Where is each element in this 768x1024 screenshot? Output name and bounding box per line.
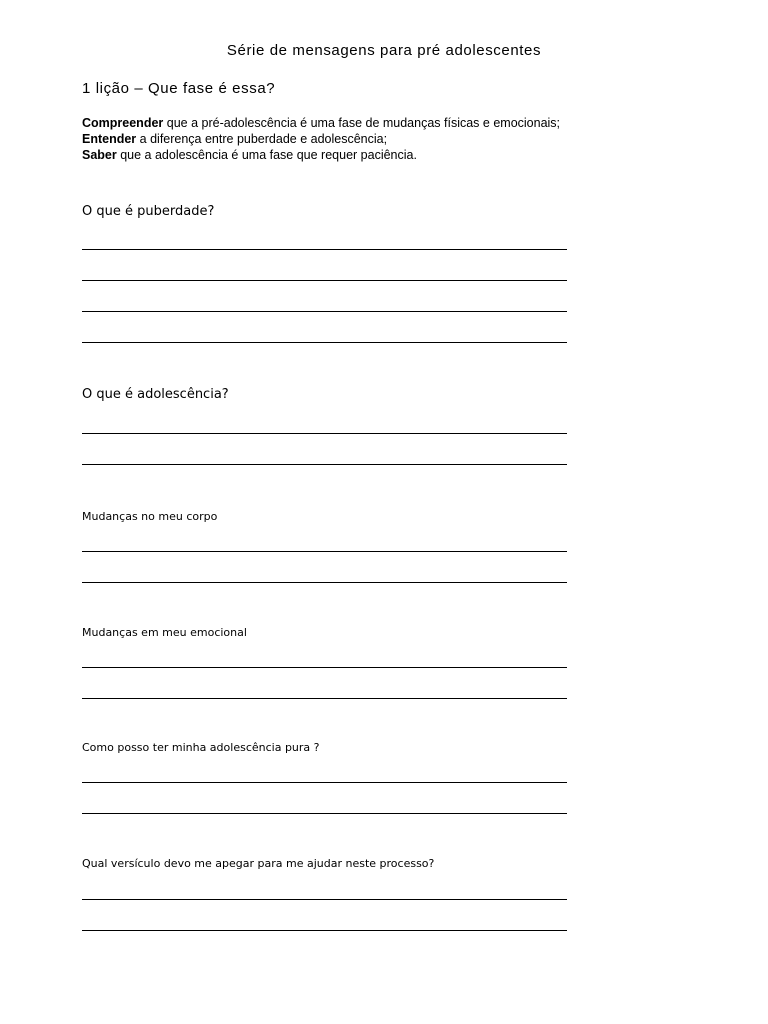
lesson-title: 1 lição – Que fase é essa? <box>82 80 276 97</box>
answer-line[interactable] <box>82 782 567 783</box>
goal-text: que a pré-adolescência é uma fase de mudanças físicas e emocionais; <box>163 116 561 130</box>
learning-goals <box>82 115 560 163</box>
answer-line[interactable] <box>82 342 567 343</box>
goal-item <box>82 147 560 163</box>
goal-verb: Entender <box>82 132 137 146</box>
question-versiculo: Qual versículo devo me apegar para me ajudar neste processo? <box>82 857 435 870</box>
answer-line[interactable] <box>82 582 567 583</box>
question-mudancas-corpo: Mudanças no meu corpo <box>82 510 218 523</box>
answer-line[interactable] <box>82 813 567 814</box>
goal-item <box>82 131 560 147</box>
page-title: Série de mensagens para pré adolescentes <box>226 42 542 59</box>
goal-item <box>82 115 560 131</box>
answer-line[interactable] <box>82 311 567 312</box>
answer-line[interactable] <box>82 280 567 281</box>
question-mudancas-emocional: Mudanças em meu emocional <box>82 626 247 639</box>
goal-text: a diferença entre puberdade e adolescência; <box>136 132 388 146</box>
goal-verb: Compreender <box>82 116 164 130</box>
answer-line[interactable] <box>82 464 567 465</box>
answer-line[interactable] <box>82 249 567 250</box>
question-adolescencia-pura: Como posso ter minha adolescência pura ? <box>82 741 320 754</box>
answer-line[interactable] <box>82 930 567 931</box>
answer-line[interactable] <box>82 667 567 668</box>
answer-line[interactable] <box>82 899 567 900</box>
answer-line[interactable] <box>82 698 567 699</box>
goal-verb: Saber <box>82 148 117 162</box>
answer-line[interactable] <box>82 551 567 552</box>
answer-line[interactable] <box>82 433 567 434</box>
goal-text: que a adolescência é uma fase que requer paciência. <box>116 148 417 162</box>
question-adolescencia: O que é adolescência? <box>82 387 229 402</box>
question-puberdade: O que é puberdade? <box>82 204 215 219</box>
